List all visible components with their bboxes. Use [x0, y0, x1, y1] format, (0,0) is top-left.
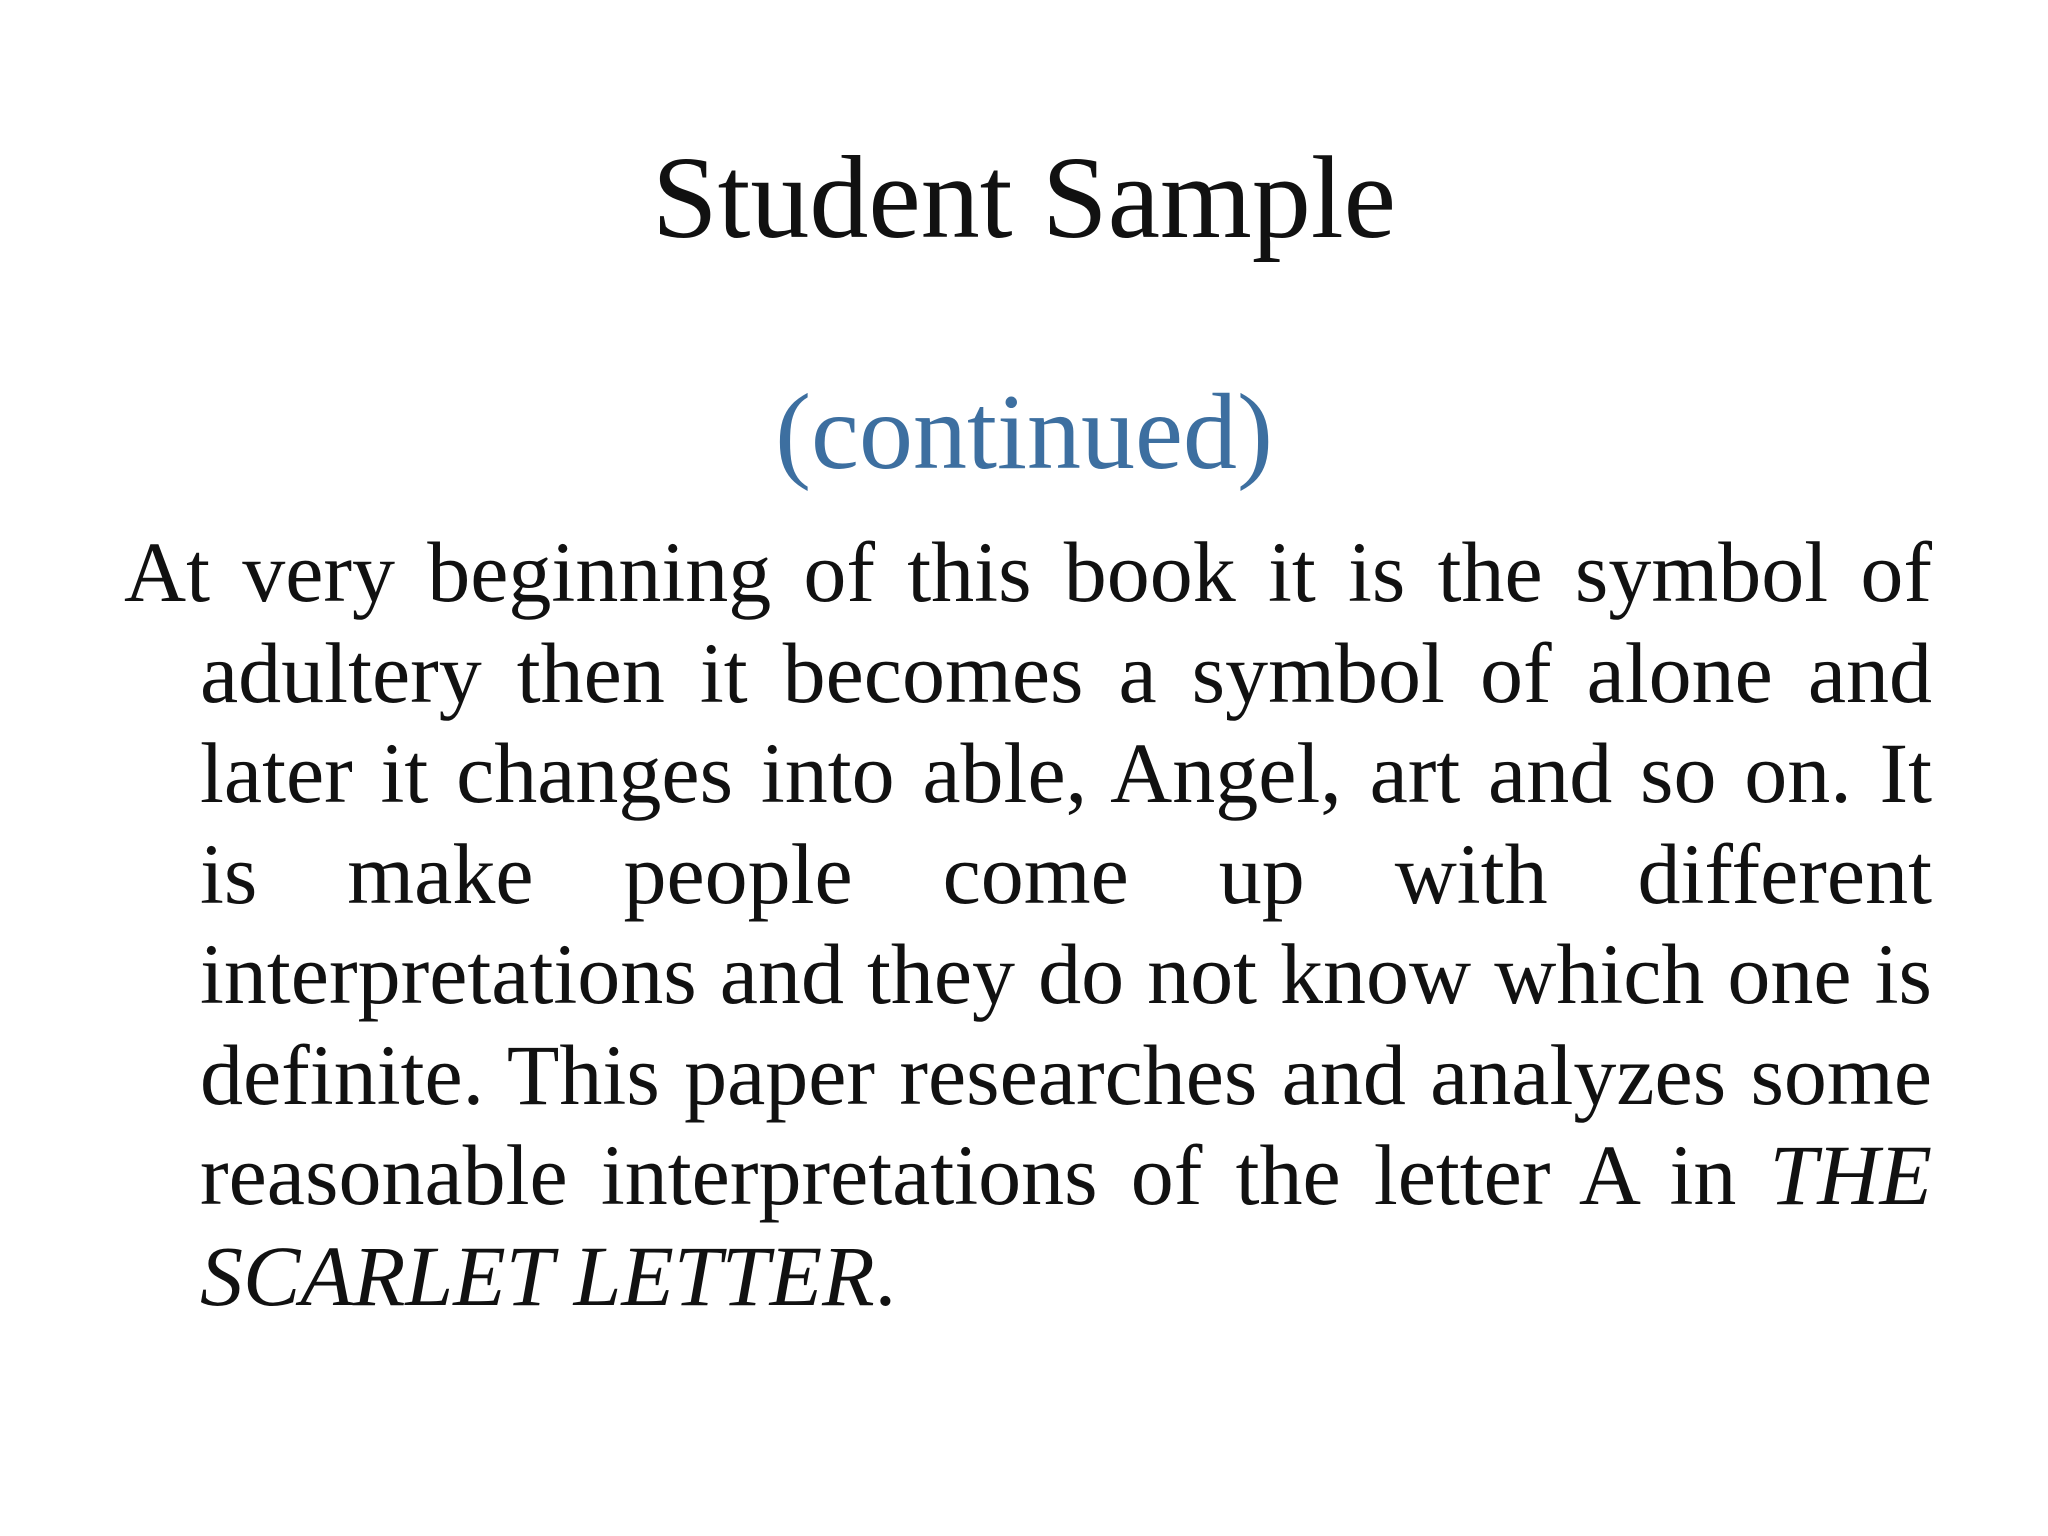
- body-paragraph: [124, 522, 1932, 1326]
- book-title: THE SCARLET LETTER: [200, 1127, 1932, 1324]
- body-text-end: .: [874, 1227, 897, 1324]
- body-text-main: At very beginning of this book it is the symbol of adultery then it becomes a symbol of alone and later it changes into able, Angel, art and so on. It is make people come up with different interpretations and they do not know which one is definite. This paper researches and analyzes some reasonable interpretations of the letter A in: [124, 524, 1932, 1223]
- slide-title: Student Sample: [651, 132, 1396, 263]
- slide-subtitle: (continued): [775, 373, 1273, 492]
